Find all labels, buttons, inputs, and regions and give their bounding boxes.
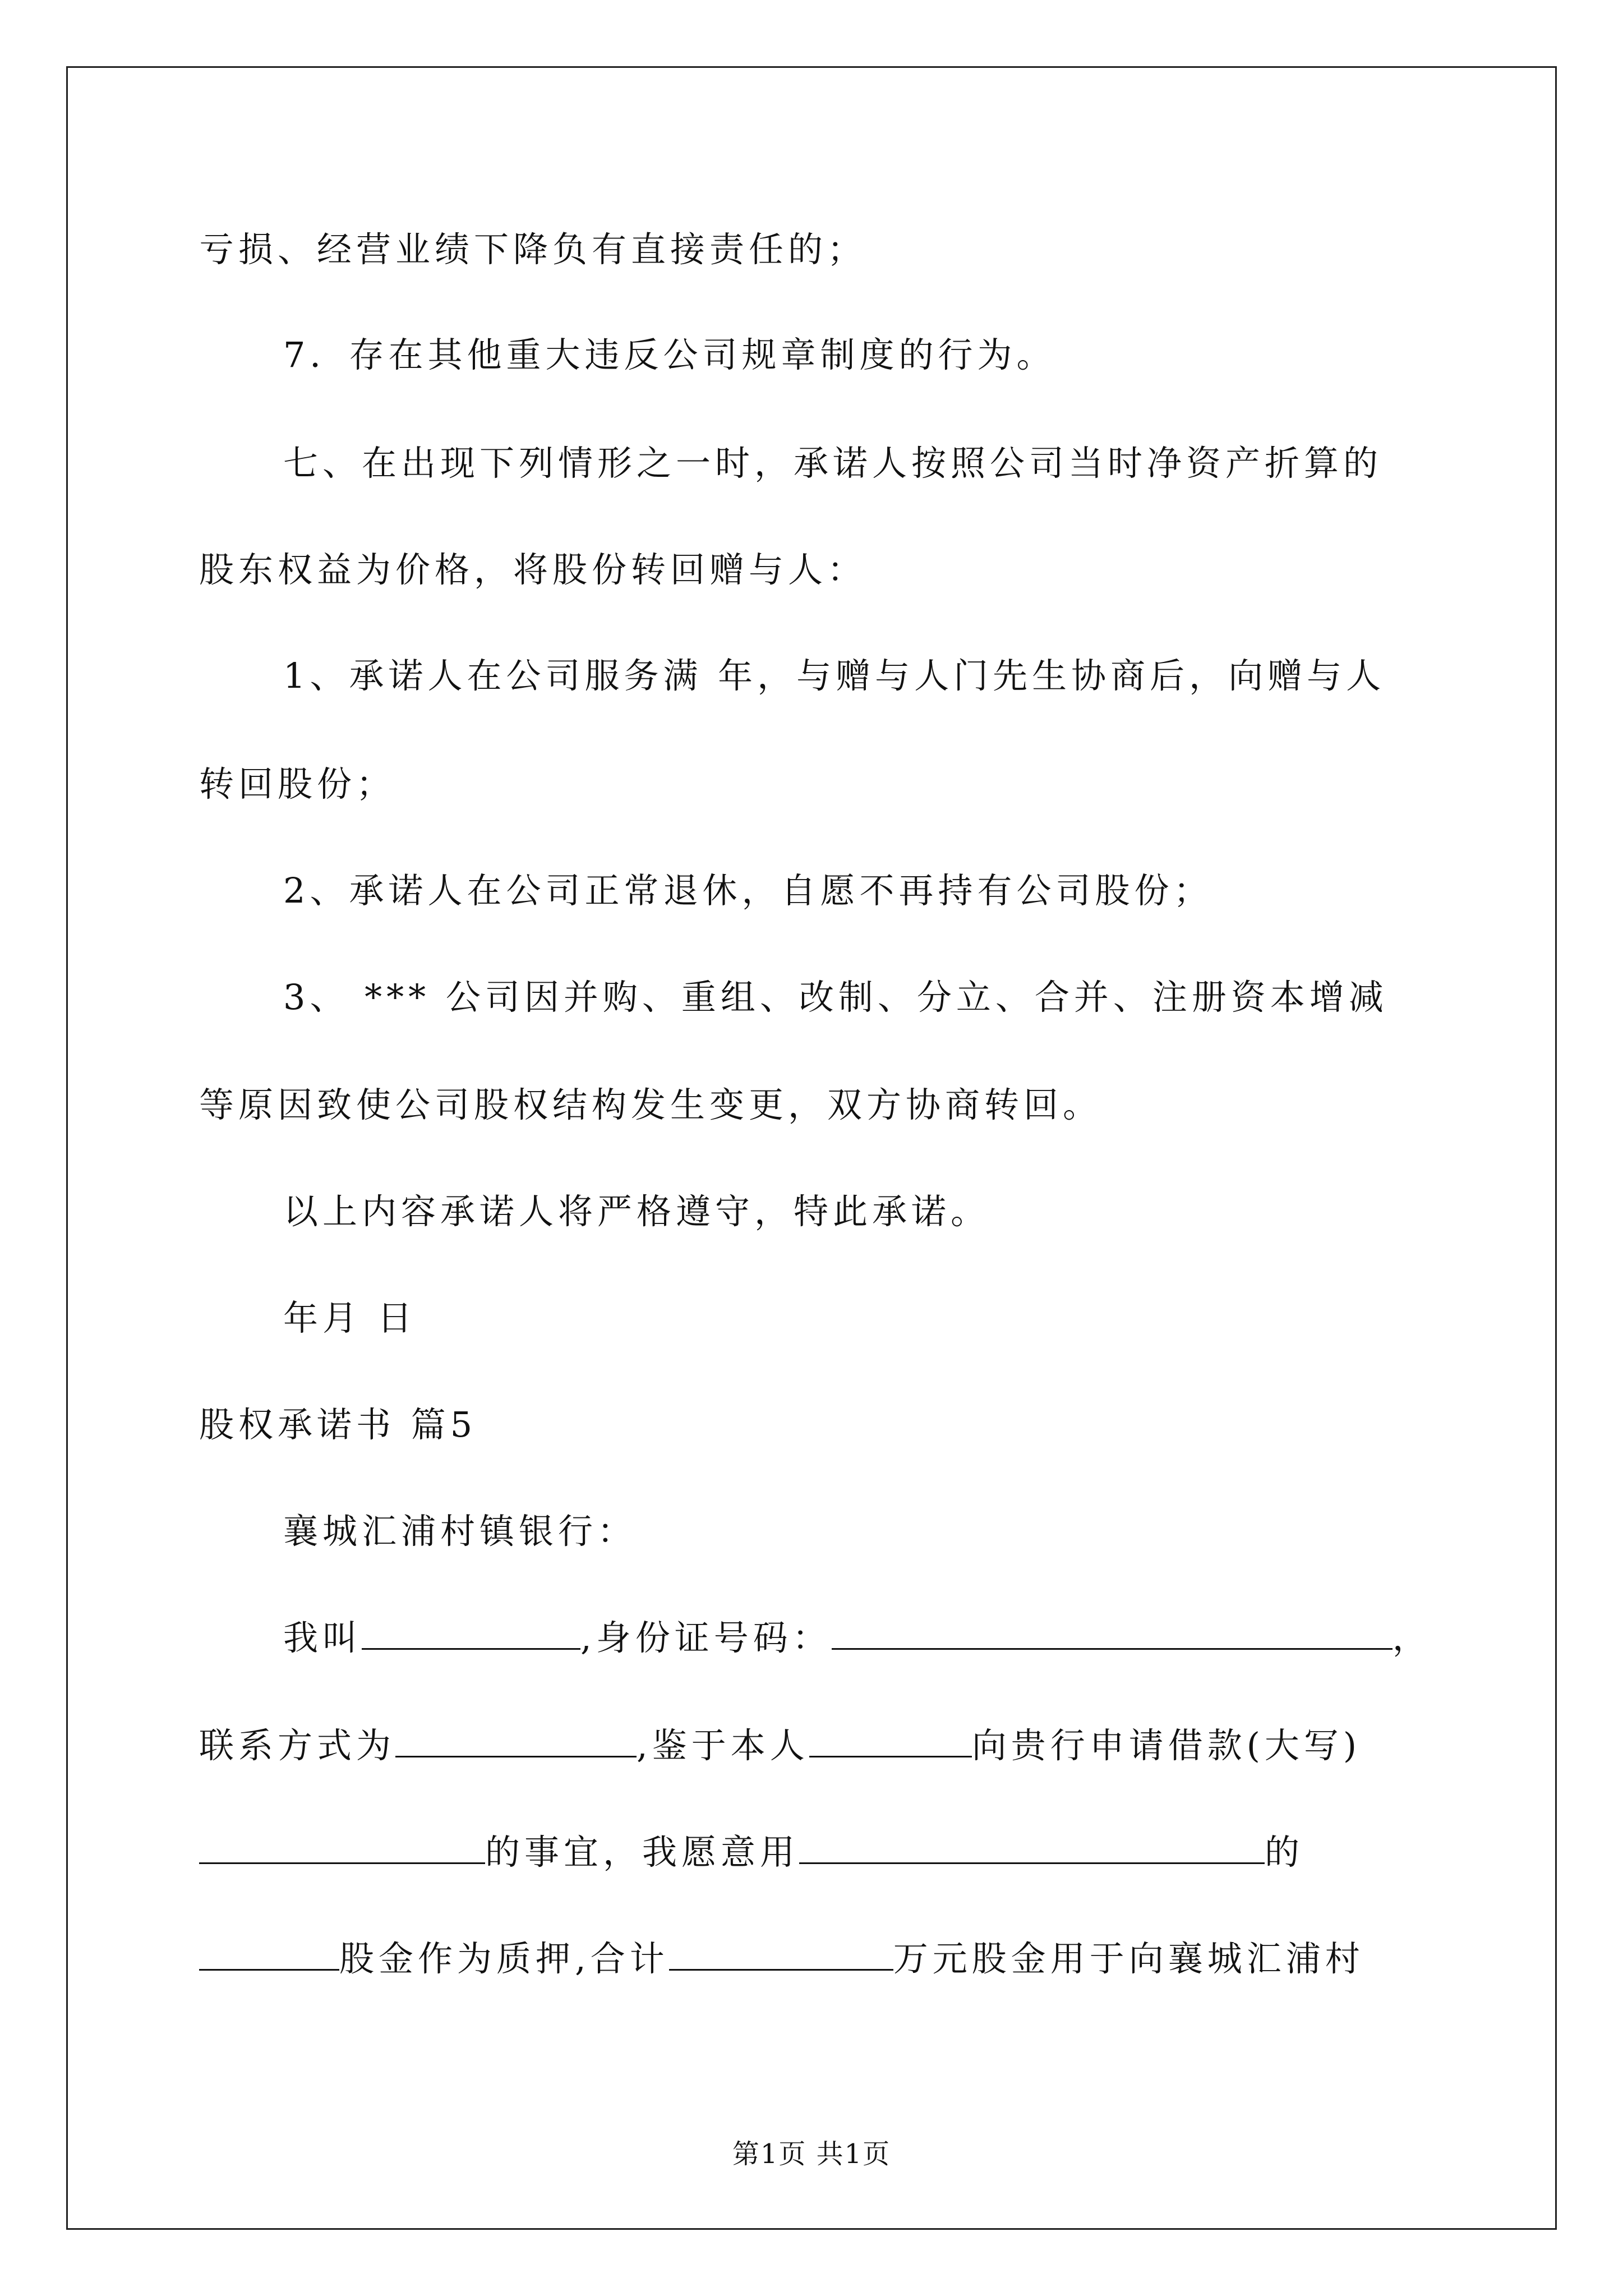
- page-border: [66, 66, 1557, 2230]
- paragraph-line: 以上内容承诺人将严格遵守，特此承诺。: [283, 1191, 990, 1232]
- paragraph-line: 转回股份；: [199, 763, 396, 804]
- id-number-blank[interactable]: [832, 1619, 1393, 1650]
- form-line-name-id: 我叫 ,身份证号码： ，: [283, 1617, 1432, 1658]
- paragraph-line: 3、 *** 公司因并购、重组、改制、分立、合并、注册资本增减: [283, 977, 1388, 1018]
- applicant-blank[interactable]: [809, 1727, 972, 1757]
- contact-blank[interactable]: [395, 1727, 637, 1757]
- paragraph-line: 股东权益为价格，将股份转回赠与人：: [199, 549, 867, 590]
- page-number: 第1页 共1页: [732, 2138, 891, 2170]
- form-line-pledge: 的事宜，我愿意用 的: [199, 1830, 1304, 1875]
- name-blank[interactable]: [362, 1619, 580, 1650]
- section-heading: 股权承诺书 篇5: [199, 1404, 477, 1445]
- shares-blank[interactable]: [199, 1940, 339, 1971]
- form-line-contact: 联系方式为 ,鉴于本人 向贵行申请借款(大写): [199, 1725, 1362, 1766]
- paragraph-line: 7．存在其他重大违反公司规章制度的行为。: [283, 334, 1056, 375]
- addressee-line: 襄城汇浦村镇银行：: [283, 1511, 637, 1552]
- pledge-source-blank[interactable]: [799, 1833, 1265, 1864]
- date-line: 年月 日: [283, 1297, 417, 1338]
- paragraph-line: 亏损、经营业绩下降负有直接责任的；: [199, 229, 867, 270]
- paragraph-line: 1、承诺人在公司服务满 年，与赠与人门先生协商后，向赠与人: [283, 655, 1386, 696]
- form-line-shares: 股金作为质押,合计 万元股金用于向襄城汇浦村: [199, 1936, 1364, 1981]
- paragraph-line: 七、在出现下列情形之一时，承诺人按照公司当时净资产折算的: [283, 443, 1383, 484]
- total-amount-blank[interactable]: [669, 1940, 893, 1971]
- paragraph-line: 2、承诺人在公司正常退休，自愿不再持有公司股份；: [283, 870, 1213, 911]
- loan-amount-blank[interactable]: [199, 1833, 485, 1864]
- paragraph-line: 等原因致使公司股权结构发生变更，双方协商转回。: [199, 1084, 1103, 1125]
